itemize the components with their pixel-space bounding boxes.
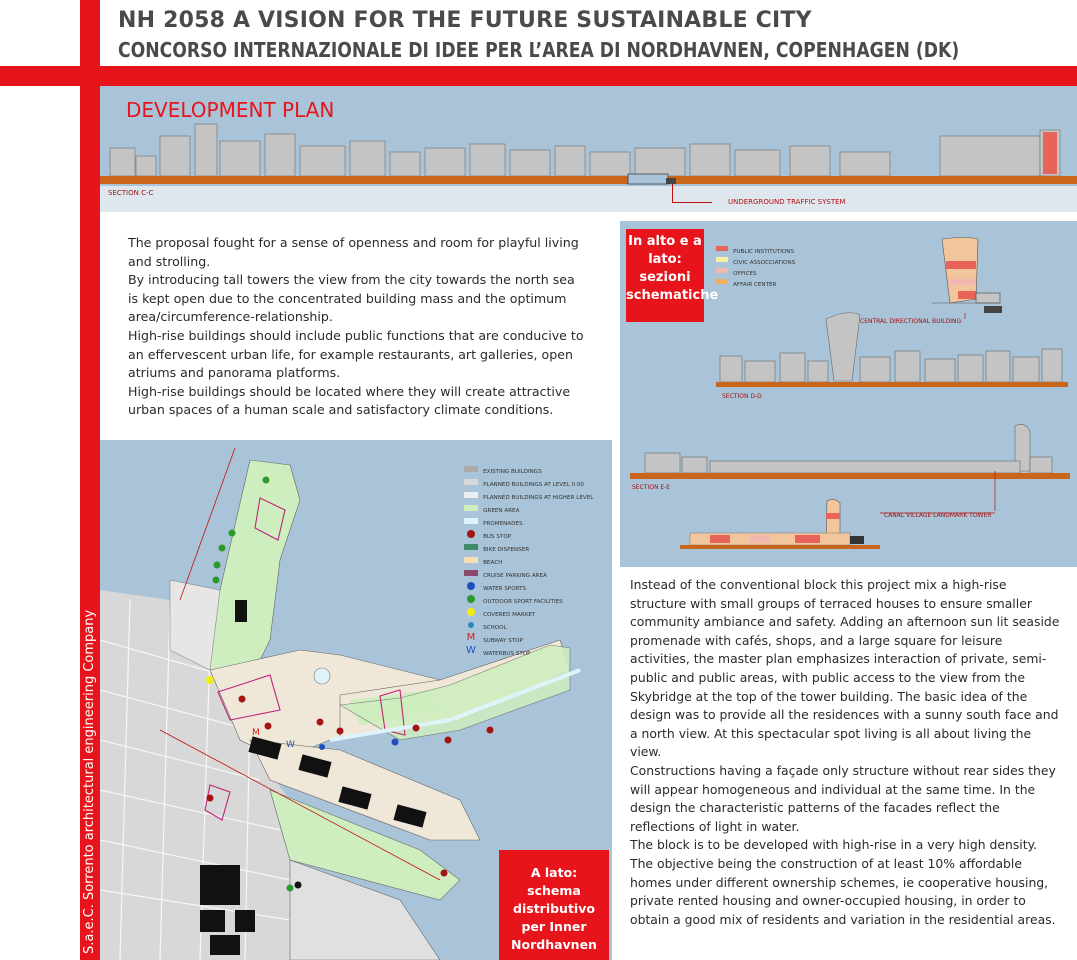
legend-label: PUBLIC INSTITUTIONS [733, 249, 795, 255]
sections-caption: In alto e a lato: sezioni schematiche [626, 229, 704, 322]
legend-label: PLANNED BUILDINGS AT LEVEL 0.00 [483, 482, 584, 488]
legend-label: WATERBUS STOP [483, 651, 531, 657]
underground-traffic-label: UNDERGROUND TRAFFIC SYSTEM [728, 198, 846, 206]
sections-legend [716, 238, 796, 288]
intro-paragraph: High-rise buildings should be located where they will create attractive urban spaces of a human scale and satisfactory climate conditions. [128, 383, 571, 418]
legend-label: OFFICES [733, 271, 757, 277]
legend-label: EXISTING BUILDINGS [483, 469, 542, 475]
legend-label: PROMENADES [483, 521, 523, 527]
site-map [100, 440, 612, 960]
legend-row [464, 471, 593, 488]
map-caption: A lato: schema distributivo per Inner Nordhavnen [499, 850, 609, 960]
legend-label: CIVIC ASSOCCIATIONS [733, 260, 796, 266]
legend-label: OUTDOOR SPORT FACILITIES [483, 599, 563, 605]
section-ee-label: SECTION E-E [632, 484, 671, 491]
legend-label: WATER SPORTS [483, 586, 527, 592]
legend-row [464, 562, 593, 579]
intro-paragraph: By introducing tall towers the view from the city towards the north sea is kept open due to the concentrated building mass and the optimum area/circumference-relationship. [128, 272, 575, 325]
legend-row [716, 238, 795, 255]
legend-row [464, 523, 593, 540]
description-text [630, 576, 1060, 929]
description-paragraph: Instead of the conventional block this project mix a high-rise structure with small groups of terraced houses to ensure smaller community ambiance and safety. Adding an afternoon sun lit seaside promenade with cafés, shops, and a large square for leisure activities, the master plan emphasizes interaction of private, semi-public and public areas, with public access to the view from the Skybridge at the top of the tower building. The basic idea of the design was to provide all the residences with a sunny south face and a north view. At this spectacular spot living is all about living the view. [630, 577, 1060, 760]
underground-callout-line [672, 184, 673, 202]
red-frame-horizontal [0, 66, 1077, 86]
description-paragraph: The block is to be developed with high-rise in a very high density. The objective being the construction of at least 10% affordable homes under different ownership schemes, ie cooperative housing, private rented housing and owner-occupied housing, in order to obtain a good mix of residents and variation in the residential areas. [630, 837, 1056, 927]
map-symbol-waterbus: W [286, 740, 295, 750]
legend-row [464, 484, 594, 501]
legend-row [716, 249, 796, 266]
company-name: S.a.e.C. Sorrento architectural engineering Company [82, 609, 97, 954]
legend-label: PLANNED BUILDINGS AT HIGHER LEVEL [483, 495, 594, 501]
legend-row [464, 601, 593, 618]
section-cc-label: SECTION C-C [108, 189, 154, 197]
legend-row [464, 536, 593, 553]
section-cc-panel [100, 86, 1077, 212]
page-title: NH 2058 A VISION FOR THE FUTURE SUSTAINABLE CITY [118, 8, 812, 33]
canal-tower-label: CANAL VILLAGE LANDMARK TOWER [884, 512, 992, 519]
legend-row [464, 640, 593, 657]
sections-panel [620, 221, 1077, 567]
intro-text [128, 234, 586, 420]
section-dd-label: SECTION D-D [722, 393, 762, 400]
page-subtitle: CONCORSO INTERNAZIONALE DI IDEE PER L’AREA DI NORDHAVNEN, COPENHAGEN (DK) [118, 38, 960, 62]
underground-callout-line-h [672, 202, 712, 203]
legend-row [464, 458, 593, 475]
legend-row [464, 627, 593, 644]
legend-row [716, 271, 795, 288]
legend-label: SCHOOL [483, 625, 507, 631]
central-building-label: CENTRAL DIRECTIONAL BUILDING [860, 318, 962, 325]
legend-row [464, 510, 593, 527]
intro-paragraph: The proposal fought for a sense of openness and room for playful living and strolling. [128, 235, 579, 269]
section-cc-heading: DEVELOPMENT PLAN [126, 98, 335, 122]
legend-label: SUBWAY STOP [483, 638, 523, 644]
legend-label: AFFAIR CENTER [733, 282, 777, 288]
legend-label: BUS STOP [483, 534, 512, 540]
waterbus-stop-icon: W [466, 645, 476, 656]
map-symbol-subway: M [252, 728, 260, 738]
legend-label: COVERED MARKET [483, 612, 536, 618]
legend-swatch [716, 279, 728, 284]
legend-row [464, 588, 593, 605]
description-paragraph: Constructions having a façade only structure without rear sides they will appear homogeneous and individual at the same time. In the design the characteristic patterns of the facades reflect the reflections of light in water. [630, 762, 1056, 834]
legend-label: GREEN AREA [483, 508, 520, 514]
map-legend [464, 458, 594, 657]
subway-stop-icon: M [466, 632, 476, 643]
intro-paragraph: High-rise buildings should include public functions that are conducive to an effervescent urban life, for example restaurants, art galleries, open atriums and panorama platforms. [128, 327, 584, 381]
legend-label: BEACH [483, 560, 503, 566]
legend-label: CRUISE PARKING AREA [483, 573, 547, 579]
legend-label: BIKE DISPENSER [483, 547, 530, 553]
